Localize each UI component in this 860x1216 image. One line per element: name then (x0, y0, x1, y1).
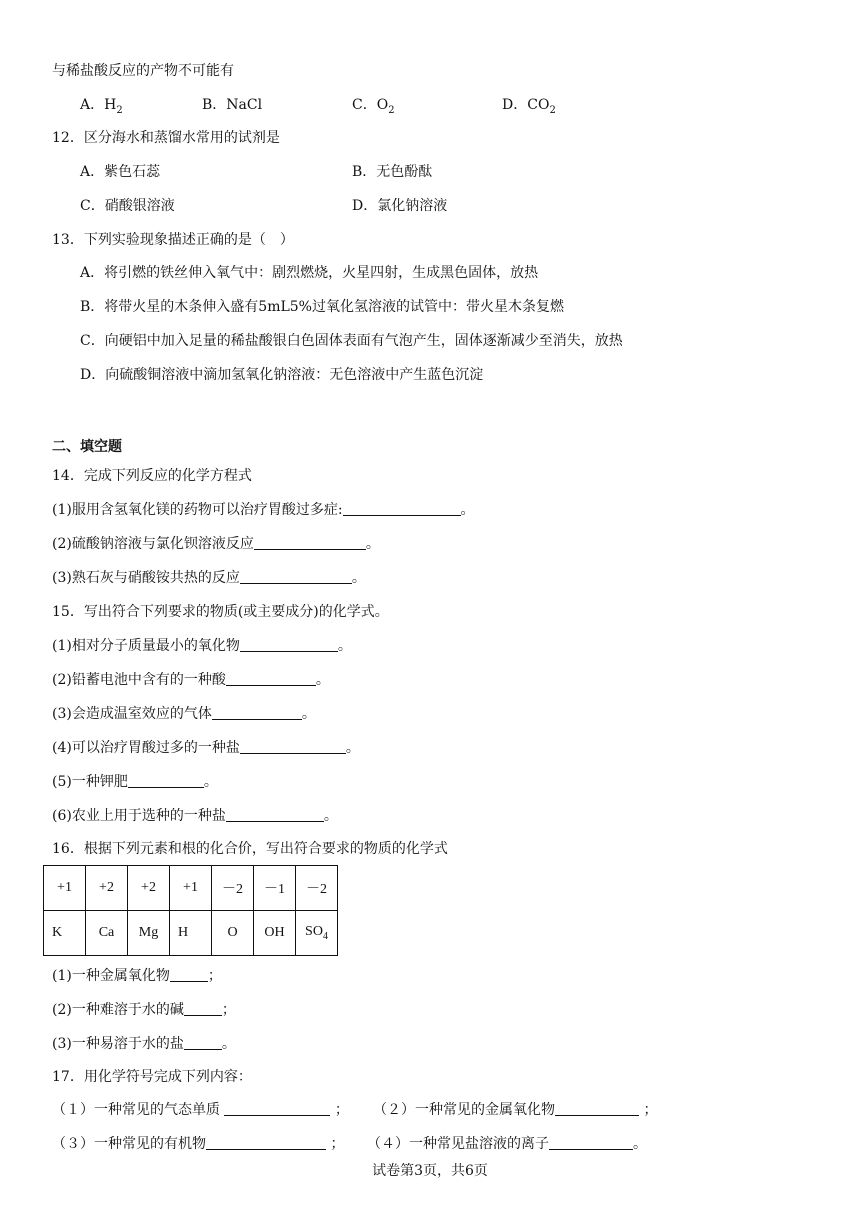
q13-option-d: D．向硫酸铜溶液中滴加氢氧化钠溶液：无色溶液中产生蓝色沉淀 (80, 367, 484, 383)
answer-blank[interactable] (240, 739, 346, 754)
q12-option-a: A．紫色石蕊 (80, 164, 161, 180)
q17-stem: 17．用化学符号完成下列内容： (52, 1069, 252, 1085)
valence-cell: +1 (44, 866, 86, 911)
symbol-cell: Ca (86, 911, 128, 956)
q13-stem: 13．下列实验现象描述正确的是（ ） (52, 232, 294, 248)
q11-option-c: C．$O_2$ (352, 97, 395, 116)
answer-blank[interactable] (226, 671, 316, 686)
answer-blank[interactable] (184, 1001, 222, 1016)
answer-blank[interactable] (128, 773, 204, 788)
q12-stem: 12．区分海水和蒸馏水常用的试剂是 (52, 130, 280, 146)
valence-cell: －2 (212, 866, 254, 911)
symbol-cell: $SO_4$ (296, 911, 338, 956)
answer-blank[interactable] (343, 501, 461, 516)
valence-cell: +2 (128, 866, 170, 911)
symbol-cell: H (170, 911, 212, 956)
q15-item-6: (6)农业上用于选种的一种盐 。 (52, 808, 338, 824)
q15-stem: 15．写出符合下列要求的物质(或主要成分)的化学式。 (52, 604, 389, 620)
q16-stem: 16．根据下列元素和根的化合价，写出符合要求的物质的化学式 (52, 841, 448, 857)
answer-blank[interactable] (224, 1101, 330, 1116)
valence-cell: －2 (296, 866, 338, 911)
valence-cell: +1 (170, 866, 212, 911)
symbol-cell: Mg (128, 911, 170, 956)
q13-option-c: C．向硬铝中加入足量的稀盐酸银白色固体表面有气泡产生，固体逐渐减少至消失，放热 (80, 333, 623, 349)
q13-option-b: B．将带火星的木条伸入盛有5mL5%过氧化氢溶液的试管中：带火星木条复燃 (80, 299, 564, 315)
q12-option-d: D．氯化钠溶液 (352, 198, 448, 214)
q16-item-1: (1)一种金属氧化物 ； (52, 968, 222, 984)
valence-table (43, 865, 338, 956)
answer-blank[interactable] (226, 807, 324, 822)
q11-option-b: B．NaCl (202, 97, 263, 113)
answer-blank[interactable] (184, 1035, 222, 1050)
answer-blank[interactable] (549, 1135, 633, 1150)
answer-blank[interactable] (240, 569, 352, 584)
q15-item-5: (5)一种钾肥 。 (52, 774, 218, 790)
q11-option-d: D．$CO_2$ (502, 97, 556, 116)
valence-row (44, 866, 338, 911)
q11-option-a: A．$H_2$ (80, 97, 123, 116)
symbol-cell: K (44, 911, 86, 956)
answer-blank[interactable] (254, 535, 366, 550)
q12-option-b: B．无色酚酞 (352, 164, 433, 180)
q15-item-3: (3)会造成温室效应的气体 。 (52, 706, 316, 722)
answer-blank[interactable] (170, 967, 208, 982)
section-title: 二、填空题 (52, 439, 122, 455)
q14-item-1: (1)服用含氢氧化镁的药物可以治疗胃酸过多症: 。 (52, 502, 475, 518)
q17-item-1: （１）一种常见的气态单质 ； (52, 1102, 349, 1118)
q11-stem-tail: 与稀盐酸反应的产物不可能有 (52, 63, 234, 79)
symbol-cell: O (212, 911, 254, 956)
q16-item-3: (3)一种易溶于水的盐 。 (52, 1036, 236, 1052)
q14-stem: 14．完成下列反应的化学方程式 (52, 468, 252, 484)
q15-item-4: (4)可以治疗胃酸过多的一种盐 。 (52, 740, 360, 756)
q15-item-2: (2)铅蓄电池中含有的一种酸 。 (52, 672, 330, 688)
answer-blank[interactable] (206, 1135, 326, 1150)
answer-blank[interactable] (555, 1101, 639, 1116)
answer-blank[interactable] (212, 705, 302, 720)
q16-item-2: (2)一种难溶于水的碱 ； (52, 1002, 236, 1018)
q13-option-a: A．将引燃的铁丝伸入氧气中：剧烈燃烧，火星四射，生成黑色固体，放热 (80, 265, 539, 281)
symbol-row (44, 911, 338, 956)
q17-item-2: （２）一种常见的金属氧化物 ； (373, 1102, 658, 1118)
symbol-cell: OH (254, 911, 296, 956)
q17-item-4: （４）一种常见盐溶液的离子 。 (367, 1136, 647, 1152)
q17-item-3: （３）一种常见的有机物 ； (52, 1136, 345, 1152)
answer-blank[interactable] (240, 637, 338, 652)
page-footer: 试卷第3页，共6页 (372, 1163, 488, 1179)
valence-cell: －1 (254, 866, 296, 911)
q15-item-1: (1)相对分子质量最小的氧化物 。 (52, 638, 352, 654)
q14-item-3: (3)熟石灰与硝酸铵共热的反应 。 (52, 570, 366, 586)
q14-item-2: (2)硫酸钠溶液与氯化钡溶液反应 。 (52, 536, 380, 552)
valence-cell: +2 (86, 866, 128, 911)
q12-option-c: C．硝酸银溶液 (80, 198, 175, 214)
